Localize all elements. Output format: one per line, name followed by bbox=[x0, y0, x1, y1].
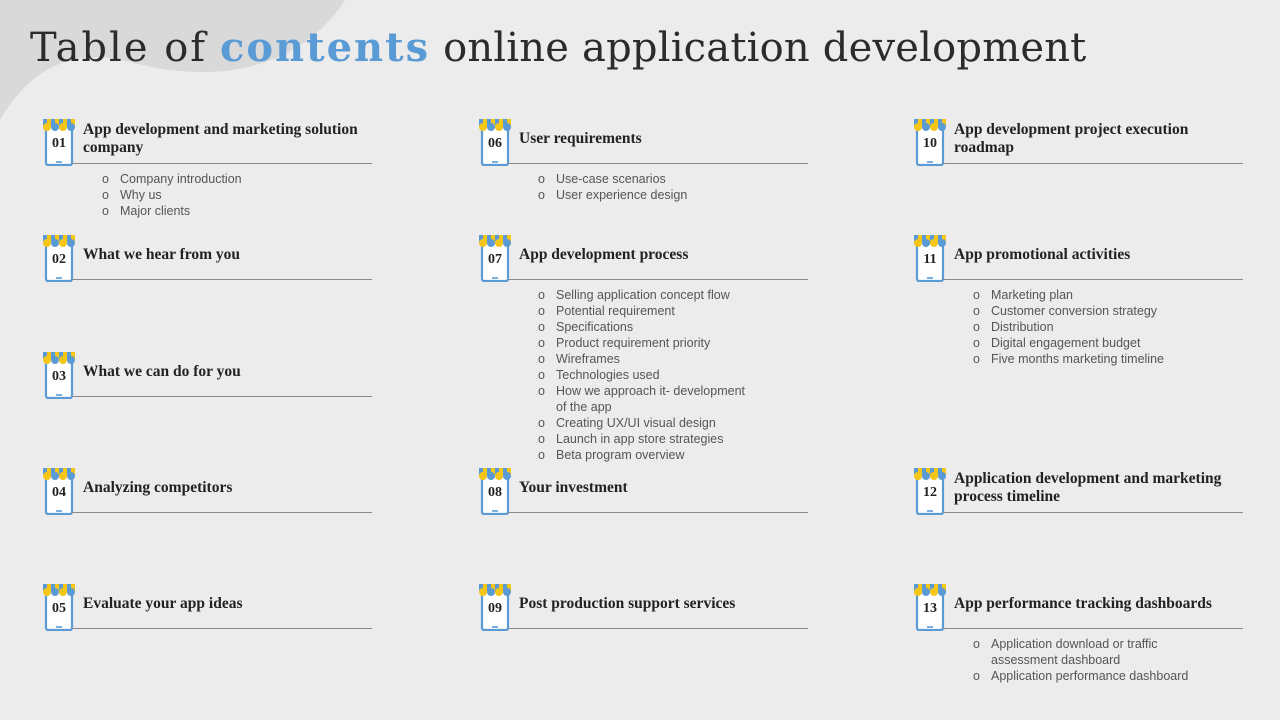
divider bbox=[72, 396, 372, 397]
list-item: o Customer conversion strategy bbox=[973, 303, 1223, 319]
section-number: 08 bbox=[488, 485, 502, 500]
section-heading: App performance tracking dashboards bbox=[954, 595, 1212, 612]
list-item: o Technologies used bbox=[538, 367, 758, 383]
divider bbox=[508, 512, 808, 513]
section-heading: User requirements bbox=[519, 130, 642, 147]
bullet-list bbox=[538, 287, 758, 463]
section-number: 01 bbox=[52, 136, 66, 151]
section-heading: Analyzing competitors bbox=[83, 479, 233, 496]
list-item: o Digital engagement budget bbox=[973, 335, 1223, 351]
section-heading: App development and marketing solution company bbox=[83, 121, 358, 156]
divider bbox=[943, 279, 1243, 280]
section-heading: Evaluate your app ideas bbox=[83, 595, 243, 612]
divider bbox=[943, 163, 1243, 164]
list-item: o Creating UX/UI visual design bbox=[538, 415, 758, 431]
section-heading: Application development and marketing process timeline bbox=[954, 470, 1222, 505]
list-item: o Use-case scenarios bbox=[538, 171, 788, 187]
section-number: 07 bbox=[488, 252, 502, 267]
section-number: 06 bbox=[488, 136, 502, 151]
section-number: 05 bbox=[52, 601, 66, 616]
list-item: o Company introduction bbox=[102, 171, 352, 187]
title-highlight: contents bbox=[220, 24, 431, 71]
list-item: o Specifications bbox=[538, 319, 758, 335]
divider bbox=[508, 163, 808, 164]
list-item: o Launch in app store strategies bbox=[538, 431, 758, 447]
list-item: o Product requirement priority bbox=[538, 335, 758, 351]
section-heading: What we hear from you bbox=[83, 246, 240, 263]
section-heading: What we can do for you bbox=[83, 363, 241, 380]
list-item: o Five months marketing timeline bbox=[973, 351, 1223, 367]
bullet-list bbox=[102, 171, 352, 219]
title-part2: online application development bbox=[443, 25, 1087, 71]
section-number: 13 bbox=[923, 601, 937, 616]
title-part1: Table of bbox=[30, 25, 208, 71]
divider bbox=[943, 628, 1243, 629]
divider bbox=[508, 628, 808, 629]
divider bbox=[72, 163, 372, 164]
divider bbox=[72, 279, 372, 280]
bullet-list bbox=[973, 287, 1223, 367]
section-heading: App development project execution roadmap bbox=[954, 121, 1189, 156]
section-number: 12 bbox=[923, 485, 937, 500]
list-item: o Distribution bbox=[973, 319, 1223, 335]
section-number: 02 bbox=[52, 252, 66, 267]
bullet-list bbox=[973, 636, 1203, 684]
section-heading: App development process bbox=[519, 246, 689, 263]
list-item: o Wireframes bbox=[538, 351, 758, 367]
section-number: 09 bbox=[488, 601, 502, 616]
divider bbox=[943, 512, 1243, 513]
divider bbox=[72, 628, 372, 629]
section-number: 11 bbox=[923, 252, 937, 267]
list-item: o Major clients bbox=[102, 203, 352, 219]
section-number: 10 bbox=[923, 136, 937, 151]
list-item: o Potential requirement bbox=[538, 303, 758, 319]
list-item: o Beta program overview bbox=[538, 447, 758, 463]
list-item: o Application performance dashboard bbox=[973, 668, 1203, 684]
section-heading: Your investment bbox=[519, 479, 628, 496]
section-heading: App promotional activities bbox=[954, 246, 1131, 263]
section-number: 03 bbox=[52, 369, 66, 384]
list-item: o How we approach it- development of the app bbox=[538, 383, 758, 415]
section-heading: Post production support services bbox=[519, 595, 736, 612]
list-item: o Marketing plan bbox=[973, 287, 1223, 303]
divider bbox=[508, 279, 808, 280]
list-item: o Selling application concept flow bbox=[538, 287, 758, 303]
list-item: o Why us bbox=[102, 187, 352, 203]
list-item: o Application download or traffic assessment dashboard bbox=[973, 636, 1203, 668]
page-title bbox=[30, 24, 1086, 71]
divider bbox=[72, 512, 372, 513]
bullet-list bbox=[538, 171, 788, 203]
list-item: o User experience design bbox=[538, 187, 788, 203]
section-number: 04 bbox=[52, 485, 66, 500]
